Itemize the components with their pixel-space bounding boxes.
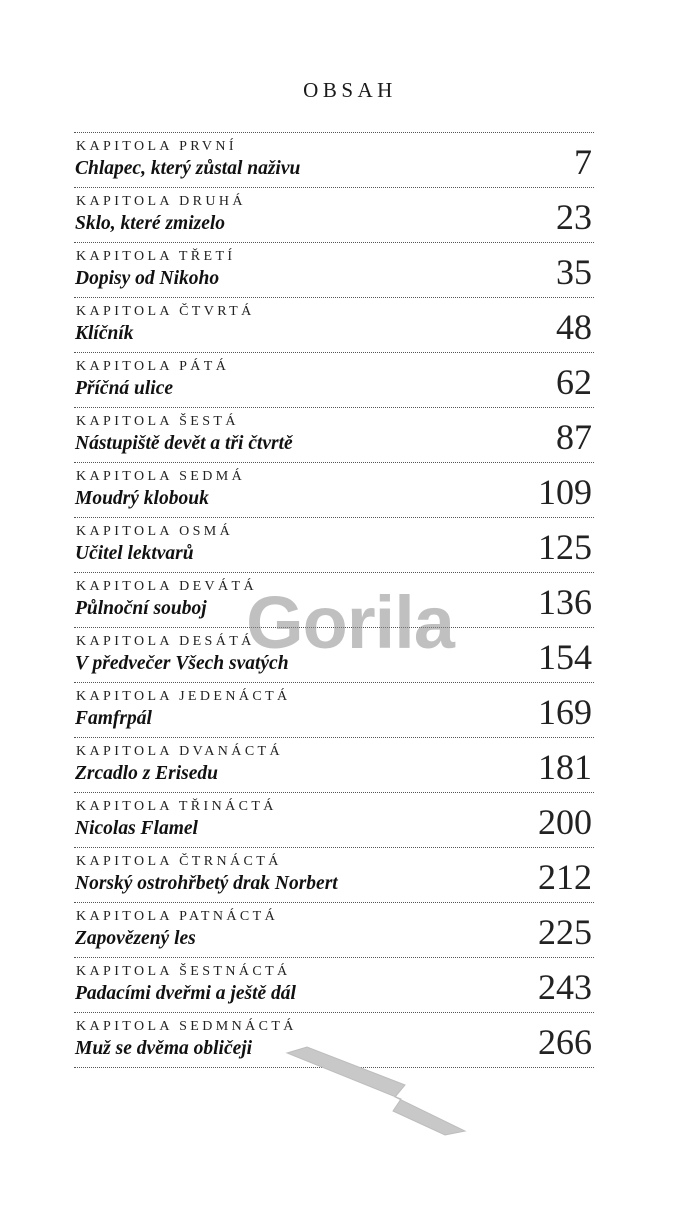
chapter-title: Dopisy od Nikoho — [75, 268, 220, 289]
chapter-title: Zapovězený les — [75, 928, 196, 949]
toc-row[interactable] — [74, 738, 594, 793]
chapter-page-number: 200 — [538, 802, 592, 842]
chapter-label: KAPITOLA ŠESTNÁCTÁ — [76, 964, 291, 979]
chapter-title: Moudrý klobouk — [75, 488, 209, 509]
chapter-page-number: 87 — [556, 417, 592, 457]
chapter-page-number: 48 — [556, 307, 592, 347]
chapter-label: KAPITOLA DEVÁTÁ — [76, 579, 258, 594]
chapter-label: KAPITOLA SEDMNÁCTÁ — [76, 1019, 297, 1034]
toc-row[interactable] — [74, 243, 594, 298]
toc-row[interactable] — [74, 518, 594, 573]
chapter-title: Norský ostrohřbetý drak Norbert — [75, 873, 338, 894]
chapter-title: Padacími dveřmi a ještě dál — [75, 983, 296, 1004]
chapter-label: KAPITOLA ČTRNÁCTÁ — [76, 854, 282, 869]
chapter-title: Zrcadlo z Erisedu — [75, 763, 219, 784]
watermark-logo: Gorila — [246, 581, 454, 664]
toc-row[interactable] — [74, 903, 594, 958]
chapter-page-number: 7 — [574, 142, 592, 182]
toc-row[interactable] — [74, 848, 594, 903]
chapter-label: KAPITOLA TŘINÁCTÁ — [76, 799, 277, 814]
chapter-label: KAPITOLA PATNÁCTÁ — [76, 909, 279, 924]
chapter-page-number: 23 — [556, 197, 592, 237]
page-title: OBSAH — [303, 78, 397, 102]
chapter-title: Klíčník — [75, 323, 134, 344]
toc-row[interactable] — [74, 133, 594, 188]
chapter-label: KAPITOLA DVANÁCTÁ — [76, 744, 284, 759]
toc-row[interactable] — [74, 958, 594, 1013]
chapter-label: KAPITOLA DRUHÁ — [76, 194, 246, 209]
chapter-title: Muž se dvěma obličeji — [75, 1038, 253, 1059]
chapter-page-number: 212 — [538, 857, 592, 897]
chapter-page-number: 225 — [538, 912, 592, 952]
chapter-label: KAPITOLA TŘETÍ — [76, 249, 236, 264]
chapter-title: Nástupiště devět a tři čtvrtě — [75, 433, 293, 454]
chapter-label: KAPITOLA DESÁTÁ — [76, 634, 255, 649]
lightning-bolt-icon — [285, 1045, 475, 1145]
toc-row[interactable] — [74, 793, 594, 848]
chapter-page-number: 154 — [538, 637, 592, 677]
chapter-page-number: 266 — [538, 1022, 592, 1062]
chapter-title: Příčná ulice — [75, 378, 174, 399]
chapter-title: Učitel lektvarů — [75, 543, 194, 564]
toc-row[interactable] — [74, 628, 594, 683]
chapter-label: KAPITOLA ČTVRTÁ — [76, 304, 255, 319]
chapter-page-number: 109 — [538, 472, 592, 512]
chapter-label: KAPITOLA PÁTÁ — [76, 359, 230, 374]
toc-row[interactable] — [74, 408, 594, 463]
chapter-label: KAPITOLA PRVNÍ — [76, 139, 237, 154]
chapter-label: KAPITOLA OSMÁ — [76, 524, 234, 539]
chapter-title: Famfrpál — [75, 708, 152, 729]
chapter-label: KAPITOLA JEDENÁCTÁ — [76, 689, 291, 704]
toc-row[interactable] — [74, 683, 594, 738]
chapter-page-number: 181 — [538, 747, 592, 787]
table-of-contents — [74, 132, 594, 1068]
chapter-page-number: 125 — [538, 527, 592, 567]
chapter-label: KAPITOLA SEDMÁ — [76, 469, 246, 484]
chapter-title: Chlapec, který zůstal naživu — [75, 158, 301, 179]
chapter-title: V předvečer Všech svatých — [75, 653, 289, 674]
toc-row[interactable] — [74, 463, 594, 518]
chapter-page-number: 243 — [538, 967, 592, 1007]
chapter-title: Sklo, které zmizelo — [75, 213, 226, 234]
chapter-title: Nicolas Flamel — [75, 818, 198, 839]
chapter-page-number: 169 — [538, 692, 592, 732]
chapter-label: KAPITOLA ŠESTÁ — [76, 414, 239, 429]
chapter-page-number: 62 — [556, 362, 592, 402]
toc-row[interactable] — [74, 188, 594, 243]
chapter-page-number: 35 — [556, 252, 592, 292]
toc-row[interactable] — [74, 298, 594, 353]
chapter-title: Půlnoční souboj — [75, 598, 207, 619]
chapter-page-number: 136 — [538, 582, 592, 622]
toc-row[interactable] — [74, 353, 594, 408]
toc-row[interactable] — [74, 573, 594, 628]
